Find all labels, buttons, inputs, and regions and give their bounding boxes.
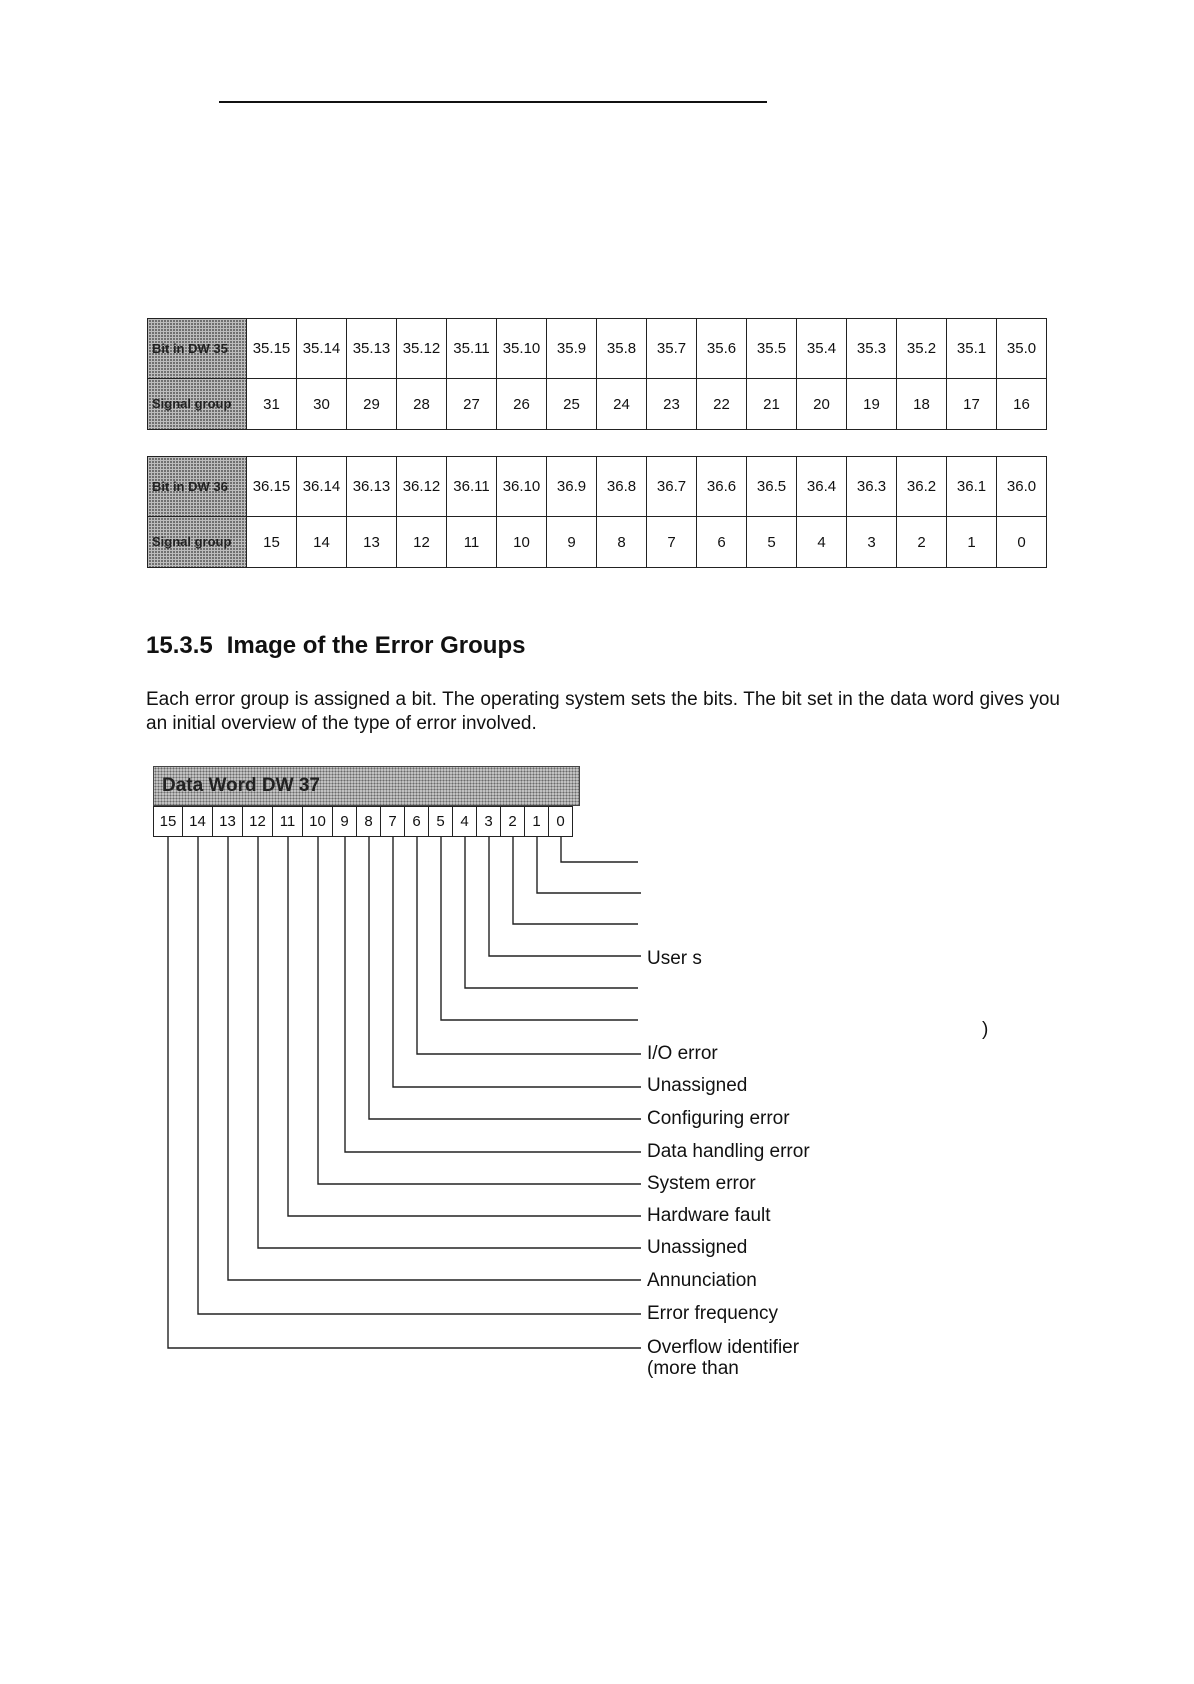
bit-cell: 35.0: [997, 319, 1047, 379]
error-label-bit-9: Data handling error: [647, 1141, 810, 1162]
error-label-bit-8: Configuring error: [647, 1108, 790, 1129]
section-body: Each error group is assigned a bit. The operating system sets the bits. The bit set in the data word gives you an initial overview of the type of error involved.: [146, 689, 1060, 734]
bit-cell: 35.13: [347, 319, 397, 379]
signal-group-cell: 20: [797, 379, 847, 430]
signal-group-cell: 16: [997, 379, 1047, 430]
leader-line-bit-15: [168, 837, 641, 1348]
dw37-bit-cell: 11: [273, 806, 303, 837]
dw37-bit-cell: 15: [153, 806, 183, 837]
dw37-bit-cell: 12: [243, 806, 273, 837]
row-header-signal-group: Signal group: [148, 517, 247, 568]
bit-cell: 35.8: [597, 319, 647, 379]
signal-group-cell: 5: [747, 517, 797, 568]
bit-cell: 35.10: [497, 319, 547, 379]
leader-line-bit-8: [369, 837, 641, 1119]
dw37-bit-cell: 10: [303, 806, 333, 837]
section-number: 15.3.5: [146, 632, 213, 659]
bit-cell: 36.15: [247, 457, 297, 517]
leader-line-bit-13: [228, 837, 641, 1280]
bit-cell: 36.9: [547, 457, 597, 517]
bit-cell: 35.6: [697, 319, 747, 379]
dw37-bit-cell: 1: [525, 806, 549, 837]
bit-cell: 35.2: [897, 319, 947, 379]
leader-line-bit-7: [393, 837, 641, 1087]
signal-group-cell: 6: [697, 517, 747, 568]
row-header-bit: Bit in DW 36: [148, 457, 247, 517]
leader-line-bit-4: [465, 837, 638, 988]
section-title: Image of the Error Groups: [226, 632, 526, 659]
dw37-bit-cell: 7: [381, 806, 405, 837]
signal-group-cell: 18: [897, 379, 947, 430]
bit-cell: 36.2: [897, 457, 947, 517]
stray-paren: ): [982, 1019, 989, 1040]
dw37-bit-cell: 14: [183, 806, 213, 837]
data-word-title: Data Word DW 37: [153, 766, 580, 806]
bit-cell: 36.3: [847, 457, 897, 517]
bit-cell: 35.1: [947, 319, 997, 379]
leader-line-bit-6: [417, 837, 641, 1054]
signal-group-cell: 15: [247, 517, 297, 568]
dw37-bit-cell: 8: [357, 806, 381, 837]
leader-line-bit-1: [537, 837, 641, 893]
signal-group-cell: 19: [847, 379, 897, 430]
error-label-bit-7: Unassigned: [647, 1075, 748, 1096]
error-label-bit-10: System error: [647, 1173, 756, 1194]
bit-cell: 35.3: [847, 319, 897, 379]
signal-group-cell: 22: [697, 379, 747, 430]
bit-cell: 36.12: [397, 457, 447, 517]
leader-line-bit-12: [258, 837, 641, 1248]
dw37-bit-cell: 6: [405, 806, 429, 837]
bit-cell: 35.11: [447, 319, 497, 379]
bit-cell: 36.0: [997, 457, 1047, 517]
signal-group-cell: 7: [647, 517, 697, 568]
signal-group-cell: 14: [297, 517, 347, 568]
bit-cell: 36.1: [947, 457, 997, 517]
signal-group-cell: 10: [497, 517, 547, 568]
signal-group-cell: 26: [497, 379, 547, 430]
signal-group-cell: 24: [597, 379, 647, 430]
signal-group-cell: 28: [397, 379, 447, 430]
bit-cell: 35.4: [797, 319, 847, 379]
bit-cell: 35.15: [247, 319, 297, 379]
signal-group-cell: 4: [797, 517, 847, 568]
signal-group-cell: 30: [297, 379, 347, 430]
dw37-bit-cell: 3: [477, 806, 501, 837]
dw37-bit-cell: 0: [549, 806, 573, 837]
leader-line-bit-2: [513, 837, 638, 924]
dw37-bit-cell: 13: [213, 806, 243, 837]
leader-line-bit-5: [441, 837, 638, 1020]
bit-cell: 36.4: [797, 457, 847, 517]
signal-group-cell: 25: [547, 379, 597, 430]
error-label-bit-3: User s: [647, 948, 702, 969]
signal-group-cell: 21: [747, 379, 797, 430]
signal-group-cell: 8: [597, 517, 647, 568]
signal-group-cell: 29: [347, 379, 397, 430]
signal-group-cell: 2: [897, 517, 947, 568]
error-label-bit-12: Unassigned: [647, 1237, 748, 1258]
signal-group-cell: 31: [247, 379, 297, 430]
dw37-bit-cell: 2: [501, 806, 525, 837]
error-label-bit-15: Overflow identifier (more than: [647, 1337, 800, 1379]
bit-cell: 36.10: [497, 457, 547, 517]
leader-line-bit-3: [489, 837, 641, 956]
bit-cell: 35.9: [547, 319, 597, 379]
signal-group-cell: 12: [397, 517, 447, 568]
leader-line-bit-10: [318, 837, 641, 1184]
bit-cell: 35.7: [647, 319, 697, 379]
bit-cell: 36.6: [697, 457, 747, 517]
bit-cell: 36.11: [447, 457, 497, 517]
bit-cell: 35.14: [297, 319, 347, 379]
bit-cell: 36.14: [297, 457, 347, 517]
row-header-bit: Bit in DW 35: [148, 319, 247, 379]
error-label-bit-13: Annunciation: [647, 1270, 757, 1291]
dw37-bit-cell: 5: [429, 806, 453, 837]
dw37-bit-cell: 4: [453, 806, 477, 837]
signal-group-cell: 23: [647, 379, 697, 430]
leader-line-bit-0: [561, 837, 638, 862]
signal-group-cell: 9: [547, 517, 597, 568]
leader-line-bit-9: [345, 837, 641, 1152]
signal-group-cell: 27: [447, 379, 497, 430]
signal-group-cell: 1: [947, 517, 997, 568]
error-label-bit-6: I/O error: [647, 1043, 718, 1064]
leader-line-bit-14: [198, 837, 641, 1314]
row-header-signal-group: Signal group: [148, 379, 247, 430]
error-label-bit-11: Hardware fault: [647, 1205, 771, 1226]
dw37-bit-cell: 9: [333, 806, 357, 837]
error-label-bit-14: Error frequency: [647, 1303, 778, 1324]
bit-cell: 35.12: [397, 319, 447, 379]
signal-group-cell: 17: [947, 379, 997, 430]
signal-group-cell: 3: [847, 517, 897, 568]
signal-group-cell: 11: [447, 517, 497, 568]
bit-cell: 35.5: [747, 319, 797, 379]
signal-group-cell: 13: [347, 517, 397, 568]
signal-group-cell: 0: [997, 517, 1047, 568]
bit-cell: 36.5: [747, 457, 797, 517]
bit-cell: 36.7: [647, 457, 697, 517]
bit-cell: 36.8: [597, 457, 647, 517]
bit-cell: 36.13: [347, 457, 397, 517]
